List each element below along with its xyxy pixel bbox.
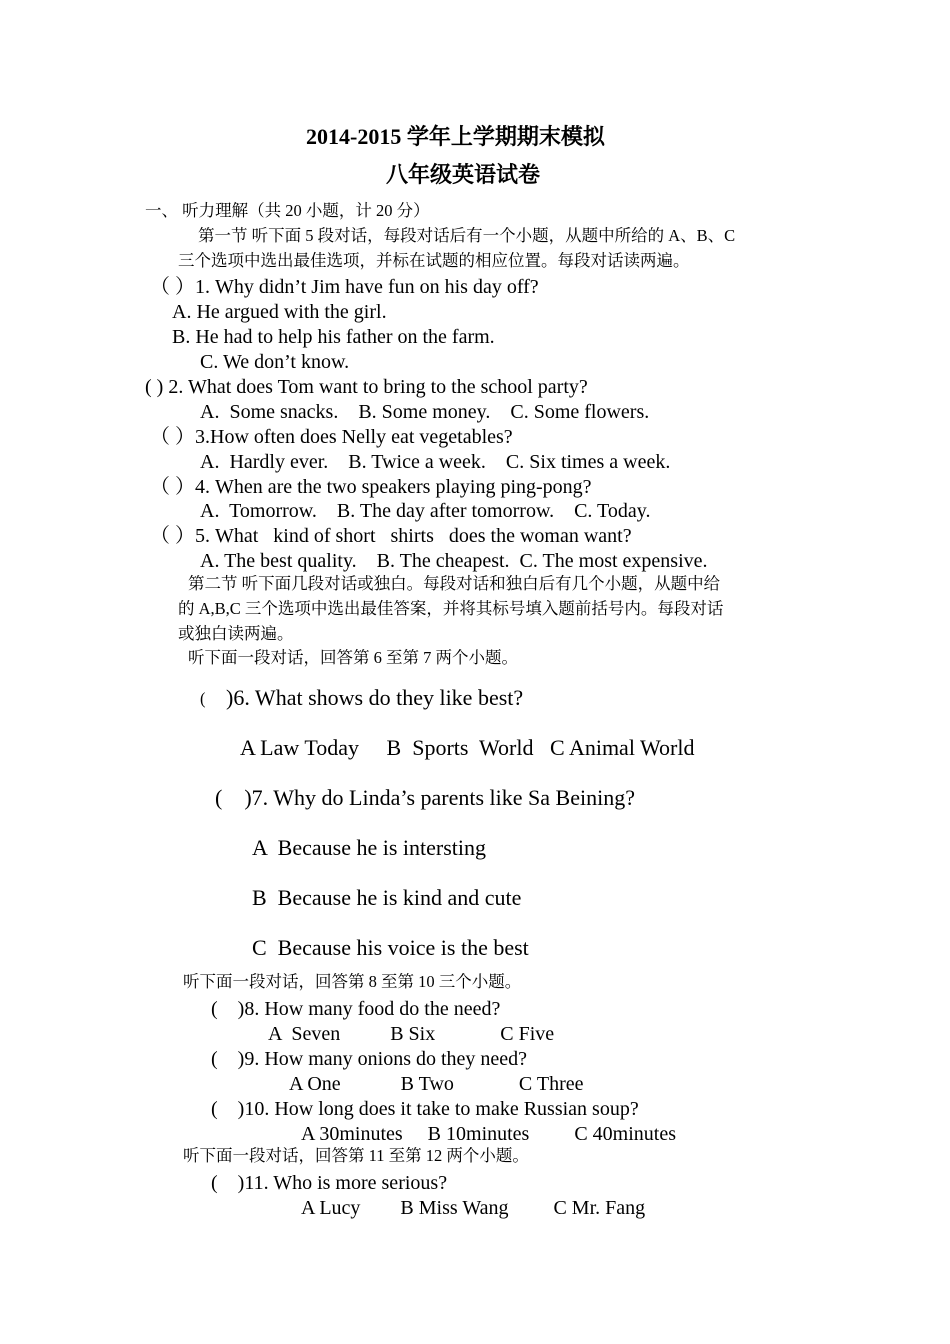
part1-instruction: 第一节 听下面 5 段对话，每段对话后有一个小题，从题中所给的 A、B、C	[198, 226, 736, 245]
question-6-stem: )6. What shows do they like best?	[226, 685, 524, 710]
dialog-instruction: 听下面一段对话，回答第 11 至第 12 两个小题。	[183, 1146, 529, 1165]
question-5-options: A. The best quality. B. The cheapest. C. The most expensive.	[200, 550, 708, 572]
question-7-option-c: C Because his voice is the best	[252, 935, 529, 960]
question-1-stem: （ ）1. Why didn’t Jim have fun on his day off?	[150, 276, 539, 298]
page-subtitle: 八年级英语试卷	[386, 162, 541, 187]
question-1-option-a: A. He argued with the girl.	[172, 301, 387, 323]
question-7-stem: ( )7. Why do Linda’s parents like Sa Beining?	[215, 785, 635, 810]
question-7-option-b: B Because he is kind and cute	[252, 885, 522, 910]
page-title: 2014-2015 学年上学期期末模拟	[306, 124, 605, 149]
part1-instruction: 三个选项中选出最佳选项，并标在试题的相应位置。每段对话读两遍。	[178, 251, 690, 270]
question-11-options: A Lucy B Miss Wang C Mr. Fang	[301, 1197, 646, 1219]
question-1-option-b: B. He had to help his father on the farm.	[172, 326, 495, 348]
question-9-stem: ( )9. How many onions do they need?	[211, 1048, 528, 1070]
question-7-option-a: A Because he is intersting	[252, 835, 487, 860]
question-2-stem: ( ) 2. What does Tom want to bring to the school party?	[145, 376, 588, 398]
question-9-options: A One B Two C Three	[289, 1073, 584, 1095]
question-5-stem: （ ）5. What kind of short shirts does the woman want?	[150, 525, 632, 547]
question-4-options: A. Tomorrow. B. The day after tomorrow. C. Today.	[200, 500, 651, 522]
question-1-option-c: C. We don’t know.	[200, 351, 350, 373]
question-8-options: A Seven B Six C Five	[268, 1023, 555, 1045]
question-6-options: A Law Today B Sports World C Animal World	[240, 735, 695, 760]
answer-bracket: (	[200, 689, 206, 708]
section-heading: 一、 听力理解（共 20 小题，计 20 分）	[145, 201, 430, 220]
part2-instruction: 第二节 听下面几段对话或独白。每段对话和独白后有几个小题，从题中给	[188, 574, 721, 593]
part2-instruction: 的 A,B,C 三个选项中选出最佳答案，并将其标号填入题前括号内。每段对话	[178, 599, 724, 618]
question-10-options: A 30minutes B 10minutes C 40minutes	[301, 1123, 677, 1145]
part2-instruction: 或独白读两遍。	[178, 624, 294, 643]
question-8-stem: ( )8. How many food do the need?	[211, 998, 501, 1020]
question-4-stem: （ ）4. When are the two speakers playing ping-pong?	[150, 476, 592, 498]
dialog-instruction: 听下面一段对话，回答第 8 至第 10 三个小题。	[183, 972, 522, 991]
question-10-stem: ( )10. How long does it take to make Russian soup?	[211, 1098, 639, 1120]
question-3-options: A. Hardly ever. B. Twice a week. C. Six times a week.	[200, 451, 671, 473]
question-3-stem: （ ）3.How often does Nelly eat vegetables?	[150, 426, 513, 448]
question-11-stem: ( )11. Who is more serious?	[211, 1172, 448, 1194]
question-2-options: A. Some snacks. B. Some money. C. Some flowers.	[200, 401, 650, 423]
dialog-instruction: 听下面一段对话，回答第 6 至第 7 两个小题。	[188, 648, 518, 667]
